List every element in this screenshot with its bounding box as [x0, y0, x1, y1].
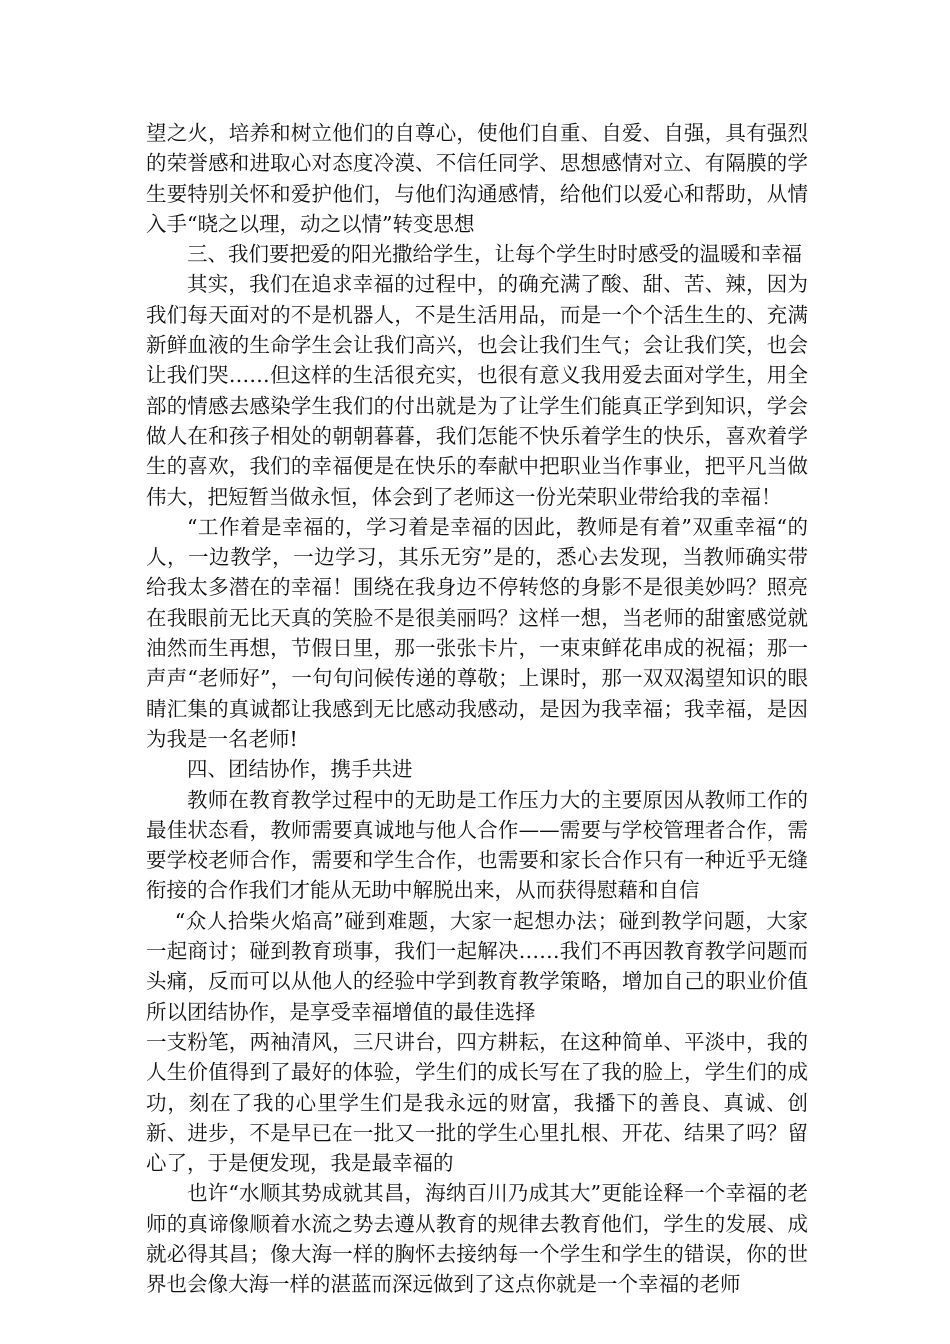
paragraph-chalk-and-podium: 一支粉笔，两袖清风，三尺讲台，四方耕耘，在这种简单、平淡中，我的人生价值得到了最好的体验，学生们的成长写在了我的脸上，学生们的成功，刻在了我的心里学生们是我永远的财富，我播下的善良、真诚、创新、进步，不是早已在一批又一批的学生心里扎根、开花、结果了吗？留心了，于是便发现，我是最幸福的: [146, 1029, 808, 1176]
paragraph-cooperation: 教师在教育教学过程中的无助是工作压力大的主要原因从教师工作的最佳状态看，教师需要真诚地与他人合作——需要与学校管理者合作，需要学校老师合作，需要和学生合作，也需要和家长合作只有一种近乎无缝衔接的合作我们才能从无助中解脱出来，从而获得慰藉和自信: [146, 787, 808, 903]
paragraph-double-happiness: “工作着是幸福的，学习着是幸福的因此，教师是有着”双重幸福“的人，一边教学，一边学习，其乐无穷”是的，悉心去发现，当教师确实带给我太多潜在的幸福！围绕在我身边不停转悠的身影不是很美妙吗？照亮在我眼前无比天真的笑脸不是很美丽吗？这样一想，当老师的甜蜜感觉就油然而生再想，节假日里，那一张张卡片，一束束鲜花串成的祝福；那一声声“老师好”，一句句问候传递的尊敬；上课时，那一双双渴望知识的眼睛汇集的真诚都让我感到无比感动我感动，是因为我幸福；我幸福，是因为我是一名老师!: [146, 514, 808, 751]
paragraph-teamwork: “众人拾柴火焰高”碰到难题，大家一起想办法；碰到教学问题，大家一起商讨；碰到教育琐事，我们一起解决……我们不再因教育教学问题而头痛，反而可以从他人的经验中学到教育教学策略，增加自己的职业价值所以团结协作，是享受幸福增值的最佳选择: [146, 908, 808, 1024]
paragraph-respect-continuation: 望之火，培养和树立他们的自尊心，使他们自重、自爱、自强，具有强烈的荣誉感和进取心对态度冷漠、不信任同学、思想感情对立、有隔膜的学生要特别关怀和爱护他们，与他们沟通感情，给他们以爱心和帮助，从情入手“晓之以理，动之以情”转变思想: [146, 121, 808, 236]
document-body: [146, 118, 808, 1300]
heading-section-three: 三、我们要把爱的阳光撒给学生，让每个学生时时感受的温暖和幸福: [187, 242, 802, 267]
paragraph-happiness-pursuit: 其实，我们在追求幸福的过程中，的确充满了酸、甜、苦、辣，因为我们每天面对的不是机器人，不是生活用品，而是一个个活生生的、充满新鲜血液的生命学生会让我们高兴，也会让我们生气；会让我们笑，也会让我们哭……但这样的生活很充实，也很有意义我用爱去面对学生，用全部的情感去感染学生我们的付出就是为了让学生们能真正学到知识，学会做人在和孩子相处的朝朝暮暮，我们怎能不快乐着学生的快乐，喜欢着学生的喜欢，我们的幸福便是在快乐的奉献中把职业当作事业，把平凡当做伟大，把短暂当做永恒，体会到了老师这一份光荣职业带给我的幸福！: [146, 272, 808, 509]
heading-section-four: 四、团结协作，携手共进: [187, 757, 413, 782]
paragraph-closing: 也许“水顺其势成就其昌，海纳百川乃成其大”更能诠释一个幸福的老师的真谛像顺着水流之势去遵从教育的规律去教育他们，学生的发展、成就必得其昌；像大海一样的胸怀去接纳每一个学生和学生的错误，你的世界也会像大海一样的湛蓝而深远做到了这点你就是一个幸福的老师: [146, 1181, 808, 1297]
